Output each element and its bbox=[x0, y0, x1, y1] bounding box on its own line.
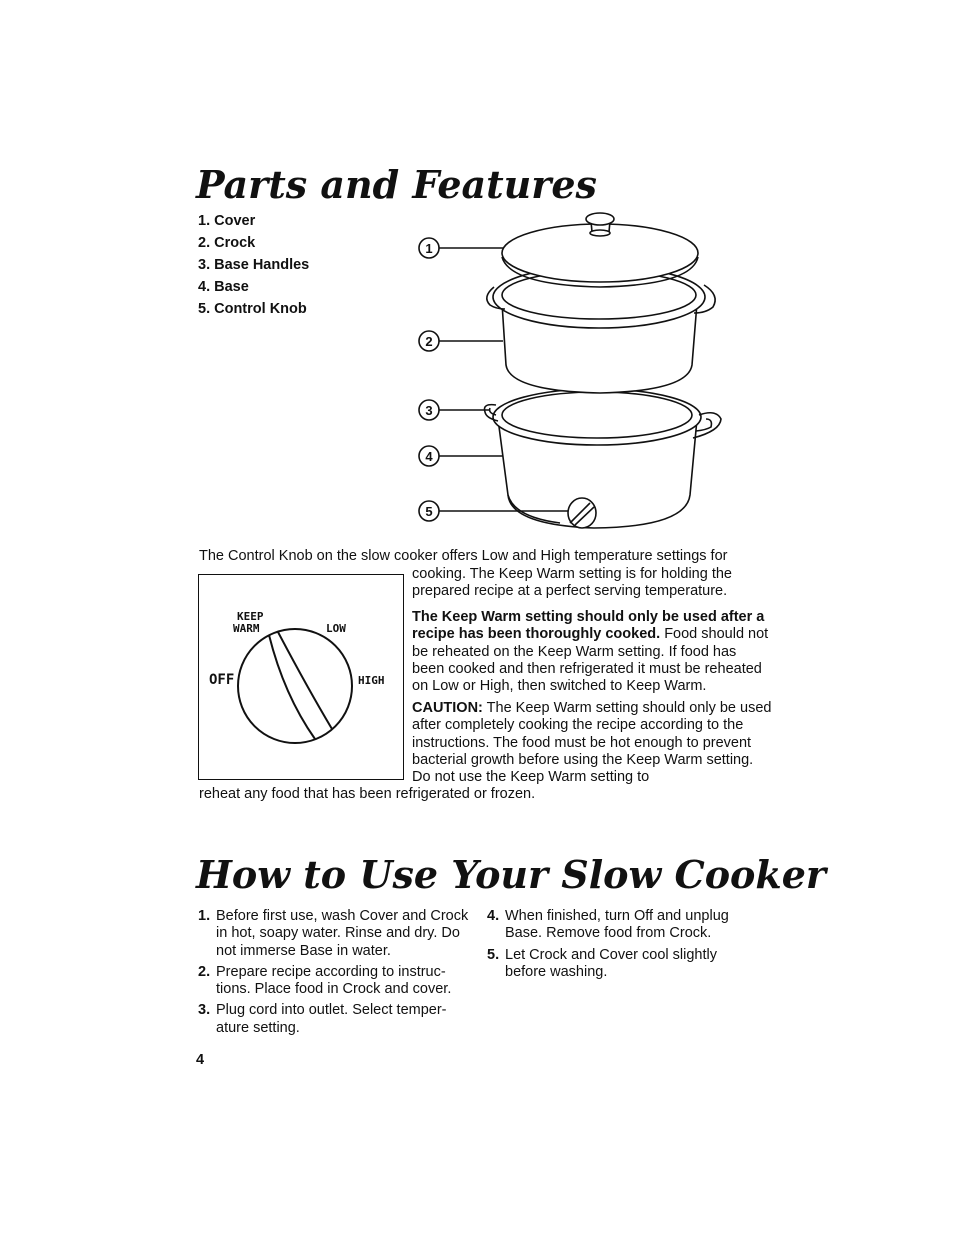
step-item bbox=[487, 908, 749, 943]
caution-paragraph bbox=[412, 700, 772, 786]
parts-list-item: 2. Crock bbox=[198, 235, 256, 251]
step-text: Plug cord into outlet. Select temper- ature setting. bbox=[216, 1002, 447, 1036]
steps-right-column bbox=[487, 908, 749, 985]
section-title-parts: Parts and Features bbox=[196, 162, 597, 207]
section-title-how-to-use: How to Use Your Slow Cooker bbox=[196, 852, 826, 897]
keep-warm-warning-bold: The Keep Warm setting should only be used after a recipe has been thoroughly cooked. bbox=[412, 609, 765, 643]
page-number: 4 bbox=[196, 1052, 205, 1068]
step-item bbox=[198, 1002, 473, 1037]
keep-warm-warning-text: Food should not be reheated on the Keep Warm setting. If food has been cooked and then refrigerated it must be reheated on Low or High, then switched to Keep Warm. bbox=[412, 626, 769, 695]
intro-continuation: cooking. The Keep Warm setting is for holding the prepared recipe at a perfect serving temperature. bbox=[412, 566, 732, 600]
callout-4-label: 4 bbox=[425, 449, 433, 464]
keep-warm-warning bbox=[412, 609, 772, 695]
callout-3-label: 3 bbox=[425, 403, 433, 418]
step-text: When finished, turn Off and unplug Base. Remove food from Crock. bbox=[505, 908, 729, 942]
step-item bbox=[198, 964, 473, 999]
parts-list-item: 1. Cover bbox=[198, 213, 256, 229]
step-text: Let Crock and Cover cool slightly before washing. bbox=[505, 946, 717, 980]
callout-1-label: 1 bbox=[425, 241, 433, 256]
parts-list-item: 3. Base Handles bbox=[198, 257, 310, 273]
caution-last-line: reheat any food that has been refrigerated or frozen. bbox=[199, 786, 536, 802]
steps-left-column bbox=[198, 908, 473, 1041]
control-knob-dial bbox=[199, 575, 403, 779]
step-text: Before first use, wash Cover and Crock in hot, soapy water. Rinse and dry. Do not immerse Base in water. bbox=[216, 908, 469, 959]
knob-label-warm: WARM bbox=[233, 622, 260, 635]
intro-text: The Control Knob on the slow cooker offers Low and High temperature settings for bbox=[199, 548, 728, 564]
parts-list-item: 4. Base bbox=[198, 279, 249, 295]
knob-label-low: LOW bbox=[326, 622, 346, 635]
step-text: Prepare recipe according to instruc- tions. Place food in Crock and cover. bbox=[216, 963, 452, 998]
callout-5-label: 5 bbox=[425, 504, 433, 519]
step-number: 3. bbox=[198, 1002, 211, 1019]
step-number: 4. bbox=[487, 908, 500, 924]
knob-label-keep: KEEP bbox=[237, 610, 264, 623]
step-number: 5. bbox=[487, 946, 500, 963]
control-knob-illustration bbox=[198, 574, 404, 780]
parts-list bbox=[198, 210, 309, 320]
parts-list-item: 5. Control Knob bbox=[198, 301, 307, 317]
caution-label: CAUTION: bbox=[412, 700, 483, 716]
caution-text: The Keep Warm setting should only be used after completely cooking the recipe according to the instructions. The food must be hot enough to prevent bacterial growth before using the Keep Warm setting. Do not use the Keep Warm setting to bbox=[412, 700, 772, 786]
callout-2-label: 2 bbox=[425, 334, 433, 349]
step-number: 2. bbox=[198, 963, 211, 980]
slow-cooker-diagram bbox=[410, 205, 730, 535]
step-number: 1. bbox=[198, 908, 211, 924]
step-item bbox=[198, 908, 473, 960]
knob-label-high: HIGH bbox=[358, 674, 385, 687]
step-item bbox=[487, 947, 749, 982]
knob-label-off: OFF bbox=[209, 672, 235, 688]
